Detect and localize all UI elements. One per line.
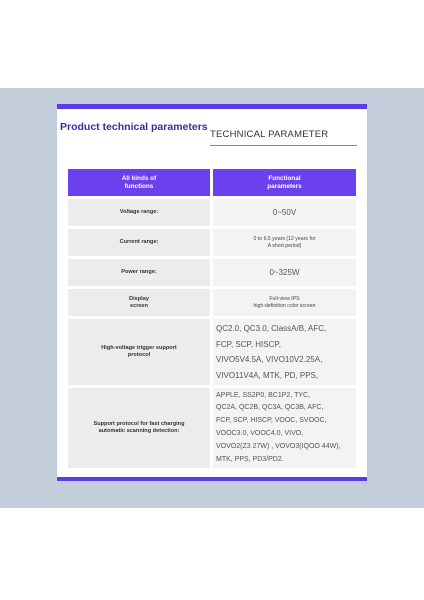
- row-value: Full-view IPS high-definition color screen: [213, 289, 356, 316]
- card-header: [60, 121, 360, 151]
- table-row: [68, 388, 356, 468]
- table-row: [68, 289, 356, 316]
- table-row: [68, 199, 356, 226]
- row-label: Support protocol for fast charging automatic scanning detection:: [68, 388, 213, 468]
- subtitle-divider: [210, 145, 357, 146]
- card-title: Product technical parameters: [60, 121, 208, 133]
- table-header-row: [68, 169, 356, 196]
- table-row: [68, 259, 356, 286]
- header-cell-parameters: Functional parameters: [213, 169, 356, 196]
- table-row: [68, 229, 356, 256]
- parameter-card: [57, 104, 367, 481]
- row-label: High-voltage trigger support protocol: [68, 319, 213, 385]
- row-value: 0~325W: [213, 259, 356, 286]
- row-value: 0 to 6.5 years (12 years for A short period): [213, 229, 356, 256]
- row-label: Display screen: [68, 289, 213, 316]
- row-value: 0~50V: [213, 199, 356, 226]
- header-cell-functions: All kinds of functions: [68, 169, 213, 196]
- parameter-table: [68, 166, 356, 471]
- table-row: [68, 319, 356, 385]
- row-label: Power range:: [68, 259, 213, 286]
- card-subtitle: TECHNICAL PARAMETER: [210, 129, 329, 140]
- row-label: Voltage range:: [68, 199, 213, 226]
- row-value: APPLE, SS2P0, BC1P2, TYC, QC2A, QC2B, QC3A, QC3B, AFC, FCP, SCP, HISCP, VOOC, SVOOC, VOOC3.0, VOOC4.0, VIVO, VOVO2(Z3 27W) , VOVO3(IQOO 44W), MTK, PPS, PD3/PD2.: [213, 388, 356, 468]
- row-value: QC2.0, QC3.0, ClassA/B, AFC, FCP, SCP, HISCP, VIVO5V4.5A, VIVO10V2.25A, VIVO11V4A, MTK, PD, PPS,: [213, 319, 356, 385]
- row-label: Current range:: [68, 229, 213, 256]
